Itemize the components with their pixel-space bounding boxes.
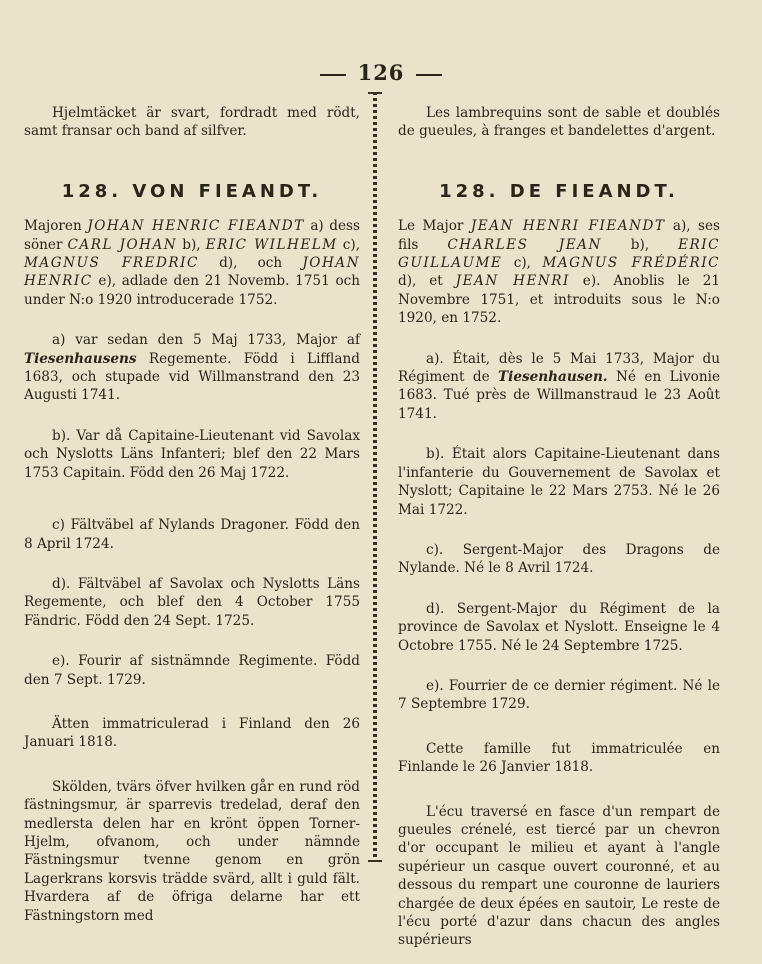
- right-note-e: e). Fourrier de ce dernier régiment. Né le 7 Septembre 1729.: [398, 677, 720, 713]
- left-note-a: [24, 331, 360, 405]
- left-note-b: b). Var då Capitaine-Lieutenant vid Savolax och Nyslotts Läns Infanteri; blef den 22 Mars 1753 Capitain. Född den 26 Maj 1722.: [24, 427, 360, 481]
- left-name-2: CARL JOHAN: [67, 236, 178, 253]
- left-note-d: d). Fältväbel af Savolax och Nyslotts Läns Regemente, och blef den 4 October 1755 Fändric. Född den 24 Sept. 1725.: [24, 575, 360, 629]
- left-immatriculation: Ätten immatriculerad i Finland den 26 Januari 1818.: [24, 715, 360, 751]
- spacer: [24, 752, 360, 778]
- left-intro: Hjelmtäcket är svart, fordradt med rödt, samt fransar och band af silfver.: [24, 105, 360, 140]
- left-note-e: e). Fourir af sistnämnde Regimente. Född den 7 Sept. 1729.: [24, 653, 360, 688]
- column-divider: [368, 92, 382, 862]
- spacer: [398, 777, 720, 803]
- left-note-a-text-1: a) var sedan den 5 Maj 1733, Major af: [52, 332, 360, 349]
- right-note-a: [398, 350, 720, 424]
- spacer: [24, 482, 360, 516]
- spacer: [24, 309, 360, 331]
- left-note-c: c) Fältväbel af Nylands Dragoner. Född den 8 April 1724.: [24, 517, 360, 552]
- left-name-4: MAGNUS FREDRIC: [24, 255, 199, 272]
- right-note-a-regiment: Tiesenhausen.: [498, 369, 608, 386]
- left-name-5: JOHAN HENRIC: [24, 255, 361, 290]
- left-main-text-5: d), och: [198, 255, 303, 272]
- right-column-french: [398, 104, 720, 950]
- right-main-text-4: c),: [502, 255, 543, 272]
- right-note-a-text-2: Né en Livonie 1683. Tué près de Willmanstraud le 23 Août 1741.: [398, 369, 720, 422]
- right-note-d: d). Sergent-Major du Régiment de la province de Savolax et Nyslott. Enseigne le 4 Octobre 1755. Né le 24 Septembre 1725.: [398, 600, 720, 654]
- right-main-text-6: e). Anoblis le 21 Novembre 1751, et introduits sous le N:o 1920, en 1752.: [398, 273, 720, 327]
- dash-right: [416, 74, 442, 76]
- left-main-text-2: a) dess söner: [24, 218, 361, 253]
- spacer: [24, 689, 360, 715]
- right-name-2: CHARLES JEAN: [447, 236, 602, 253]
- left-shield-description: Skölden, tvärs öfver hvilken går en rund röd fästningsmur, är sparrevis tredelad, deraf den medlersta delen har en krönt öppen Torner-Hjelm, ofvanom, och under nämnde Fästningsmur tvenne genom en grön Lagerkrans korsvis trädde svärd, allt i guld fält. Hvardera af de öfriga delarne har ett Fästningstorn med: [24, 778, 360, 924]
- right-note-a-text-1: a). Était, dès le 5 Mai 1733, Major du Régiment de: [398, 350, 720, 386]
- left-heading: 128. VON FIEANDT.: [61, 180, 323, 202]
- right-name-5: JEAN HENRI: [455, 273, 570, 290]
- spacer: [398, 578, 720, 600]
- right-immatriculation: Cette famille fut immatriculée en Finlande le 26 Janvier 1818.: [398, 740, 720, 776]
- left-note-a-regiment: Tiesenhausens: [24, 350, 137, 367]
- right-intro: Les lambrequins sont de sable et doublés de gueules, à franges et bandelettes d'argent.: [398, 105, 720, 140]
- left-main-paragraph: [24, 217, 360, 309]
- right-main-text-3: b),: [601, 236, 679, 253]
- spacer: [24, 553, 360, 575]
- spacer: [398, 423, 720, 445]
- left-column-swedish: [24, 104, 360, 925]
- left-name-3: ERIC WILHELM: [205, 236, 338, 253]
- dash-left: [320, 74, 346, 76]
- right-main-text-2: a), ses fils: [398, 218, 720, 253]
- page-number-line: [0, 60, 762, 85]
- page-number: 126: [357, 60, 405, 85]
- right-main-text-1: Le Major: [398, 218, 471, 235]
- left-main-text-1: Majoren: [24, 218, 88, 235]
- right-note-c: c). Sergent-Major des Dragons de Nylande. Né le 8 Avril 1724.: [398, 541, 720, 577]
- right-name-3: ERIC GUILLAUME: [398, 236, 720, 272]
- left-main-text-3: b),: [177, 236, 206, 253]
- right-note-b: b). Était alors Capitaine-Lieutenant dans l'infanterie du Gouvernement de Savolax et Nyslott; Capitaine le 22 Mars 2753. Né le 26 Mai 1722.: [398, 446, 720, 518]
- left-main-text-4: c),: [337, 236, 361, 253]
- right-heading: 128. DE FIEANDT.: [439, 180, 679, 202]
- right-main-paragraph: [398, 217, 720, 327]
- left-name-1: JOHAN HENRIC FIEANDT: [87, 218, 305, 235]
- spacer: [398, 655, 720, 677]
- spacer: [398, 328, 720, 350]
- right-name-1: JEAN HENRI FIEANDT: [470, 218, 666, 235]
- spacer: [24, 405, 360, 427]
- right-main-text-5: d), et: [398, 273, 456, 290]
- right-name-4: MAGNUS FRÉDÉRIC: [542, 255, 720, 272]
- right-shield-description: L'écu traversé en fasce d'un rempart de gueules crénelé, est tiercé par un chevron d'or occupant le milieu et ayant à l'angle supérieur un casque ouvert couronné, et au dessous du rempart une couronne de lauriers chargée de deux épées en sautoir, Le reste de l'écu porté d'azur dans chacun des angles supérieurs: [398, 803, 720, 949]
- left-note-a-text-2: Regemente. Född i Liffland 1683, och stupade vid Willmanstrand den 23 Augusti 1741.: [24, 350, 360, 404]
- spacer: [398, 714, 720, 740]
- spacer: [24, 630, 360, 652]
- spacer: [398, 519, 720, 541]
- left-main-text-6: e), adlade den 21 Novemb. 1751 och under N:o 1920 introducerade 1752.: [24, 273, 360, 308]
